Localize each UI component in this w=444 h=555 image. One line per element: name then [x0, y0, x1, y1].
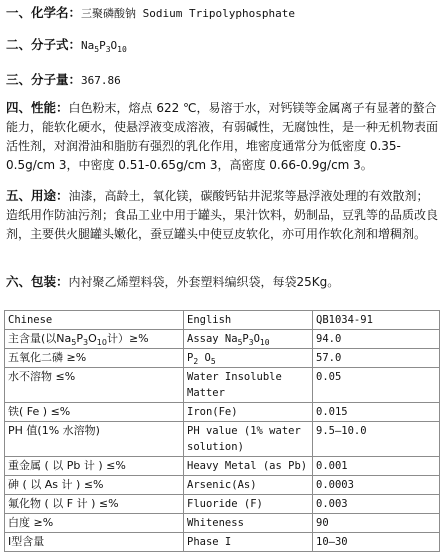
cell-chinese: 铁( Fe ) ≤%	[5, 403, 184, 422]
chemical-name-heading: 一、化学名：	[6, 5, 82, 20]
table-row	[5, 495, 440, 514]
cell-value: 57.0	[313, 349, 440, 368]
table-header-row	[5, 311, 440, 330]
cell-english: $P_2$ $O_5$	[184, 349, 313, 368]
header-chinese: Chinese	[5, 311, 184, 330]
specification-table	[4, 310, 440, 552]
cell-english: Assay $Na_5P_3O_{10}$	[184, 330, 313, 349]
header-english: English	[184, 311, 313, 330]
formula-heading: 二、分子式：	[6, 37, 82, 52]
cell-chinese: 五氧化二磷 ≥%	[5, 349, 184, 368]
molecular-weight-heading: 三、分子量：	[6, 72, 82, 87]
section-chemical-name	[6, 3, 440, 23]
cell-chinese: 氟化物 ( 以 F 计 ) ≤%	[5, 495, 184, 514]
cell-value: 10—30	[313, 533, 440, 552]
cell-value: 0.003	[313, 495, 440, 514]
table-row	[5, 403, 440, 422]
properties-heading: 四、性能：	[6, 100, 69, 115]
cell-value: 0.015	[313, 403, 440, 422]
cell-english: Fluoride (F)	[184, 495, 313, 514]
cell-english: PH value (1% water solution)	[184, 422, 313, 457]
table-row	[5, 349, 440, 368]
uses-text: 油漆，高龄土，氧化镁，碳酸钙钻井泥浆等悬浮液处理的有效散剂；造纸用作防油污剂；食品工业中用于罐头，果汁饮料，奶制品，豆乳等的品质改良剂，主要供火腿罐头嫩化，蚕豆罐头中使豆皮软化，亦可用作软化剂和增稠剂。	[6, 189, 439, 241]
section-packaging	[6, 272, 440, 292]
cell-chinese: 主含量(以$Na_5P_3O_{10}$计）≥%	[5, 330, 184, 349]
cell-english: Phase I	[184, 533, 313, 552]
cell-english: Arsenic(As)	[184, 476, 313, 495]
cell-english: Iron(Fe)	[184, 403, 313, 422]
cell-english: Heavy Metal (as Pb)	[184, 457, 313, 476]
section-uses	[6, 186, 440, 244]
table-row	[5, 476, 440, 495]
table-row	[5, 457, 440, 476]
cell-value: 9.5—10.0	[313, 422, 440, 457]
uses-heading: 五、用途：	[6, 188, 69, 203]
cell-value: 90	[313, 514, 440, 533]
table-row	[5, 422, 440, 457]
packaging-text: 内衬聚乙烯塑料袋，外套塑料编织袋，每袋25Kg。	[68, 275, 340, 289]
cell-value: 0.001	[313, 457, 440, 476]
molecular-weight-value: 367.86	[81, 74, 121, 87]
properties-text: 白色粉末，熔点 622 ℃，易溶于水，对钙镁等金属离子有显著的螯合能力，能软化硬水，使悬浮液变成溶液，有弱碱性，无腐蚀性，是一种无机物表面活性剂，对润滑油和脂肪有强烈的乳化作用，堆密度通常分为低密度 0.35-0.5g/cm 3，中密度 0.51-0.65g/cm 3，高密度 0.66-0.9g/cm 3。	[6, 101, 439, 172]
cell-chinese: 水不溶物 ≤%	[5, 368, 184, 403]
cell-value: 94.0	[313, 330, 440, 349]
cell-chinese: PH 值(1% 水溶物)	[5, 422, 184, 457]
table-row	[5, 330, 440, 349]
cell-chinese: I型含量	[5, 533, 184, 552]
table-row	[5, 368, 440, 403]
section-formula	[6, 35, 440, 55]
section-properties	[6, 98, 440, 175]
header-standard: QB1034-91	[313, 311, 440, 330]
cell-chinese: 白度 ≥%	[5, 514, 184, 533]
cell-english: Water Insoluble Matter	[184, 368, 313, 403]
chemical-name-text: 三聚磷酸钠 Sodium Tripolyphosphate	[81, 7, 295, 20]
table-row	[5, 533, 440, 552]
section-molecular-weight	[6, 70, 440, 90]
formula-value: $Na_5P_3O_{10}$	[81, 39, 127, 54]
table-row	[5, 514, 440, 533]
cell-value: 0.05	[313, 368, 440, 403]
cell-chinese: 砷 ( 以 As 计 ) ≤%	[5, 476, 184, 495]
packaging-heading: 六、包装：	[6, 274, 69, 289]
cell-value: 0.0003	[313, 476, 440, 495]
cell-chinese: 重金属 ( 以 Pb 计 ) ≤%	[5, 457, 184, 476]
cell-english: Whiteness	[184, 514, 313, 533]
